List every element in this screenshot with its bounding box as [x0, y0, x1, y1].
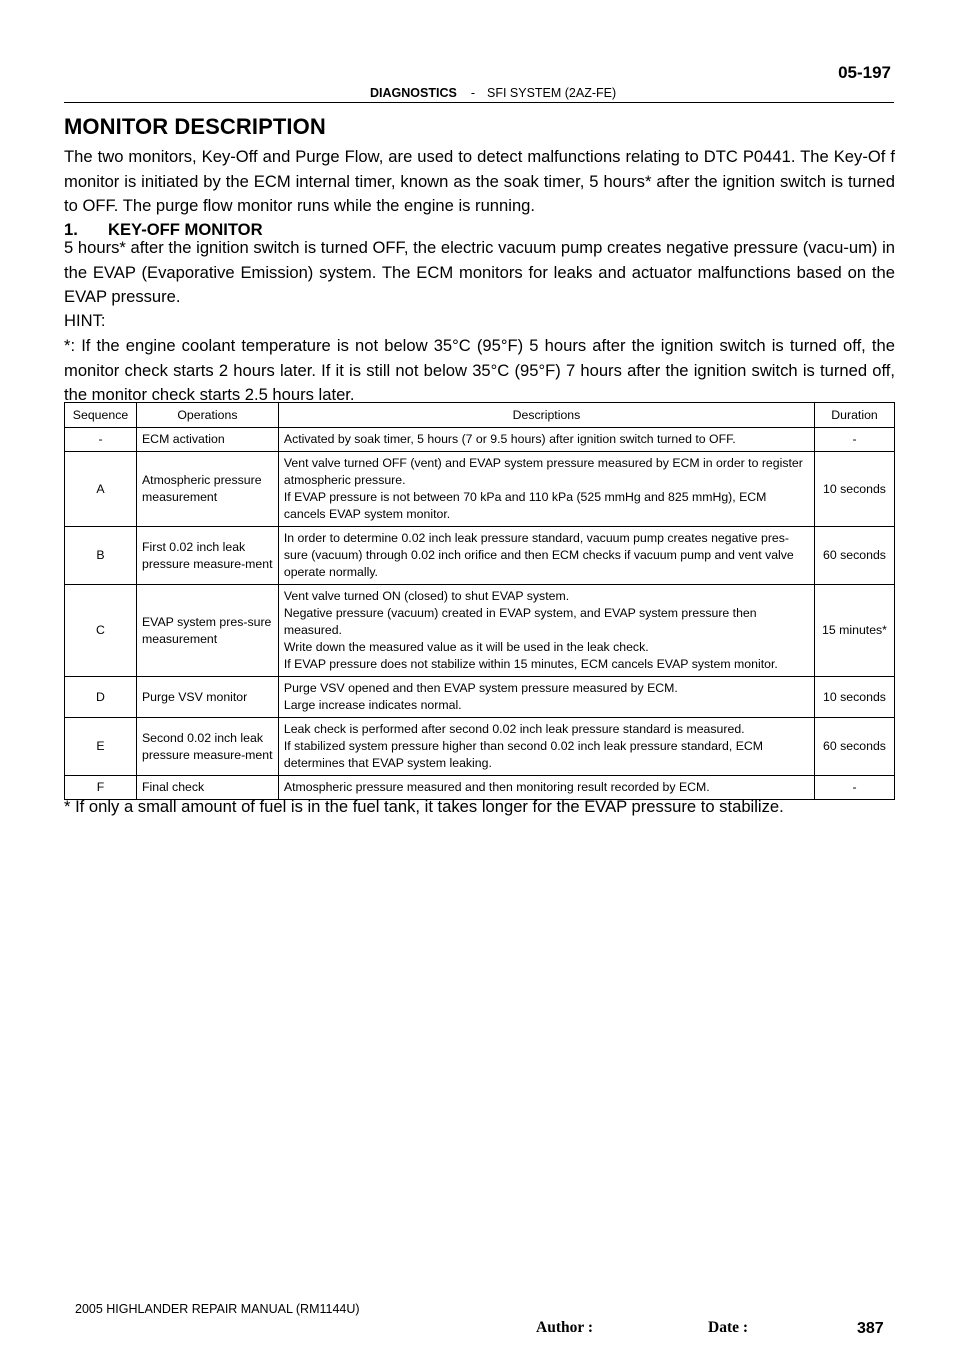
description-line: In order to determine 0.02 inch leak pressure standard, vacuum pump creates negative pres-sure (vacuum) through 0.02 inch orifice and then ECM checks if vacuum pump and vent valve operate normally.	[283, 531, 794, 579]
description-line: Activated by soak timer, 5 hours (7 or 9.5 hours) after ignition switch turned to OFF.	[283, 432, 736, 446]
date-label: Date :	[708, 1319, 749, 1336]
section-name: DIAGNOSTICS	[370, 86, 457, 100]
row-sequence: E	[65, 718, 137, 776]
row-sequence: A	[65, 452, 137, 527]
header-duration: Duration	[815, 403, 895, 428]
row-duration: -	[815, 428, 895, 452]
description-line: Write down the measured value as it will be used in the leak check.	[283, 640, 649, 654]
row-sequence: F	[65, 776, 137, 800]
description-line: Atmospheric pressure measured and then monitoring result recorded by ECM.	[283, 780, 710, 794]
row-description	[278, 677, 814, 718]
header-descriptions: Descriptions	[278, 403, 814, 428]
header-sequence: Sequence	[65, 403, 137, 428]
row-duration: 15 minutes*	[815, 585, 895, 677]
row-description	[278, 452, 814, 527]
row-sequence: -	[65, 428, 137, 452]
footnote: * If only a small amount of fuel is in the fuel tank, it takes longer for the EVAP pressure to stabilize.	[64, 797, 784, 816]
intro-paragraph: The two monitors, Key-Off and Purge Flow, are used to detect malfunctions relating to DTC P0441. The Key-Of f monitor is initiated by the ECM internal timer, known as the soak timer, 5 hours* after the ignition switch is turned to OFF. The purge flow monitor runs while the engine is running.	[64, 147, 895, 215]
row-duration: 10 seconds	[815, 677, 895, 718]
header-rule	[64, 102, 894, 103]
row-duration: 60 seconds	[815, 527, 895, 585]
header-operations: Operations	[136, 403, 278, 428]
description-line: If stabilized system pressure higher than second 0.02 inch leak pressure standard, ECM determines that EVAP system leaking.	[283, 739, 764, 770]
table-row	[65, 585, 895, 677]
page-title: MONITOR DESCRIPTION	[64, 114, 326, 139]
description-line: If EVAP pressure does not stabilize within 15 minutes, ECM cancels EVAP system monitor.	[283, 657, 778, 671]
table-row	[65, 527, 895, 585]
page-header	[64, 60, 894, 102]
description-line: Leak check is performed after second 0.02 inch leak pressure standard is measured.	[283, 722, 745, 736]
row-sequence: C	[65, 585, 137, 677]
manual-title: 2005 HIGHLANDER REPAIR MANUAL (RM1144U)	[75, 1302, 360, 1316]
hint-paragraph: *: If the engine coolant temperature is not below 35°C (95°F) 5 hours after the ignition switch is turned off, the monitor check starts 2 hours later. If it is still not below 35°C (95°F) 7 hours after the ignition switch is turned off, the monitor check starts 2.5 hours later.	[64, 336, 895, 404]
description-line: Negative pressure (vacuum) created in EVAP system, and EVAP system pressure then measured.	[283, 606, 757, 637]
section-title	[370, 86, 616, 100]
row-duration: 60 seconds	[815, 718, 895, 776]
sequence-table	[64, 402, 895, 800]
row-description	[278, 527, 814, 585]
row-duration: 10 seconds	[815, 452, 895, 527]
table-row	[65, 428, 895, 452]
row-description	[278, 718, 814, 776]
description-line: Large increase indicates normal.	[283, 698, 462, 712]
row-operation: Atmospheric pressure measurement	[136, 452, 278, 527]
author-label: Author :	[536, 1319, 593, 1336]
keyoff-paragraph: 5 hours* after the ignition switch is turned OFF, the electric vacuum pump creates negative pressure (vacu-um) in the EVAP (Evaporative Emission) system. The ECM monitors for leaks and actuator malfunctions based on the EVAP pressure.	[64, 238, 895, 306]
section-separator: -	[470, 86, 475, 100]
table-header-row	[65, 403, 895, 428]
row-operation: Final check	[136, 776, 278, 800]
row-sequence: B	[65, 527, 137, 585]
hint-label: HINT:	[64, 311, 106, 330]
row-sequence: D	[65, 677, 137, 718]
system-name: SFI SYSTEM (2AZ-FE)	[486, 86, 617, 100]
heading-text: KEY-OFF MONITOR	[108, 220, 263, 239]
description-line: Vent valve turned OFF (vent) and EVAP system pressure measured by ECM in order to register atmospheric pressure.	[283, 456, 803, 487]
row-operation: Purge VSV monitor	[136, 677, 278, 718]
page-number: 387	[857, 1320, 884, 1337]
row-description	[278, 428, 814, 452]
row-description	[278, 585, 814, 677]
table-row	[65, 452, 895, 527]
description-line: Purge VSV opened and then EVAP system pressure measured by ECM.	[283, 681, 678, 695]
heading-number: 1.	[64, 220, 78, 239]
table-row	[65, 677, 895, 718]
row-operation: First 0.02 inch leak pressure measure-ment	[136, 527, 278, 585]
table-row	[65, 718, 895, 776]
row-operation: EVAP system pres-sure measurement	[136, 585, 278, 677]
row-operation: Second 0.02 inch leak pressure measure-ment	[136, 718, 278, 776]
description-line: If EVAP pressure is not between 70 kPa and 110 kPa (525 mmHg and 825 mmHg), ECM cancels EVAP system monitor.	[283, 490, 767, 521]
description-line: Vent valve turned ON (closed) to shut EVAP system.	[283, 589, 570, 603]
section-code: 05-197	[838, 63, 891, 82]
row-duration: -	[815, 776, 895, 800]
row-operation: ECM activation	[136, 428, 278, 452]
